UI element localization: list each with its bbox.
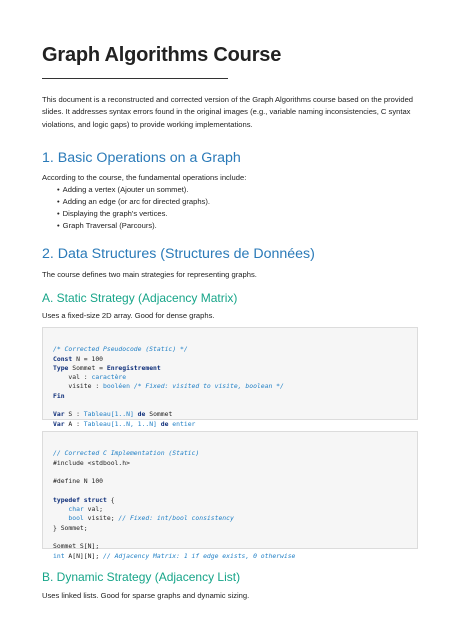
code-text: #include <stdbool.h> (53, 458, 130, 467)
code-type: Tableau[1..N] (83, 410, 134, 419)
section1-heading: 1. Basic Operations on a Graph (42, 150, 241, 166)
code-comment: // Fixed: int/bool consistency (118, 514, 234, 523)
code-text: S : (64, 410, 84, 419)
code-type: Tableau[1..N, 1..N] (83, 419, 157, 428)
subsection-a-heading: A. Static Strategy (Adjacency Matrix) (42, 291, 238, 305)
list-item: • Adding an edge (or arc for directed graphs). (57, 196, 210, 208)
code-keyword: Var (53, 410, 65, 419)
operations-list (57, 184, 210, 232)
code-keyword: de (156, 419, 169, 428)
code-text: Sommet (145, 410, 173, 419)
code-type: caractère (91, 373, 127, 382)
code-text: visite : (53, 382, 104, 391)
code-keyword: de (133, 410, 146, 419)
code-type: entier (168, 419, 196, 428)
section2-lead: The course defines two main strategies for representing graphs. (42, 270, 257, 279)
subsection-b-lead: Uses linked lists. Good for sparse graphs and dynamic sizing. (42, 591, 250, 600)
list-item: • Adding a vertex (Ajouter un sommet). (57, 184, 210, 196)
section2-heading: 2. Data Structures (Structures de Données) (42, 246, 315, 262)
code-text: N = 100 (72, 354, 104, 363)
code-comment: // Corrected C Implementation (Static) (53, 449, 200, 458)
code-type: int (53, 551, 65, 560)
code-text: Sommet S[N]; (53, 542, 100, 551)
code-text: val : (53, 373, 92, 382)
title-divider (42, 78, 228, 79)
subsection-b-heading: B. Dynamic Strategy (Adjacency List) (42, 570, 241, 584)
code-keyword: Fin (53, 391, 65, 400)
code-type: booléen (103, 382, 130, 391)
pseudocode-block (42, 327, 418, 428)
code-text: { (106, 495, 115, 504)
list-item: • Displaying the graph's vertices. (57, 208, 210, 220)
code-comment: /* Fixed: visited to visite, boolean */ (129, 382, 284, 391)
subsection-a-lead: Uses a fixed-size 2D array. Good for dense graphs. (42, 311, 215, 320)
code-text: } Sommet; (53, 523, 88, 532)
list-item: • Graph Traversal (Parcours). (57, 220, 210, 232)
code-text: A[N][N]; (64, 551, 104, 560)
code-type: char (68, 505, 84, 514)
page-title: Graph Algorithms Course (42, 44, 282, 66)
c-code-block (42, 431, 418, 560)
intro-paragraph: This document is a reconstructed and corrected version of the Graph Algorithms course based on the provided slides. It addresses syntax errors found in the original images (e.g., variable naming inconsistencies, C syntax violations, and logic gaps) to provide working implementations. (42, 95, 414, 129)
code-comment: /* Corrected Pseudocode (Static) */ (53, 345, 188, 354)
code-text: Sommet = (68, 363, 107, 372)
code-comment: // Adjacency Matrix: 1 if edge exists, 0 otherwise (103, 551, 296, 560)
code-keyword: typedef struct (53, 495, 107, 504)
code-text: #define N 100 (53, 477, 104, 486)
code-text: visite; (83, 514, 119, 523)
code-type: bool (68, 514, 84, 523)
code-keyword: Type (53, 363, 69, 372)
code-keyword: Var (53, 419, 65, 428)
section1-lead: According to the course, the fundamental operations include: (42, 173, 247, 182)
code-text: A : (64, 419, 84, 428)
code-keyword: Const (53, 354, 73, 363)
code-text: val; (83, 505, 104, 514)
code-keyword: Enregistrement (106, 363, 161, 372)
